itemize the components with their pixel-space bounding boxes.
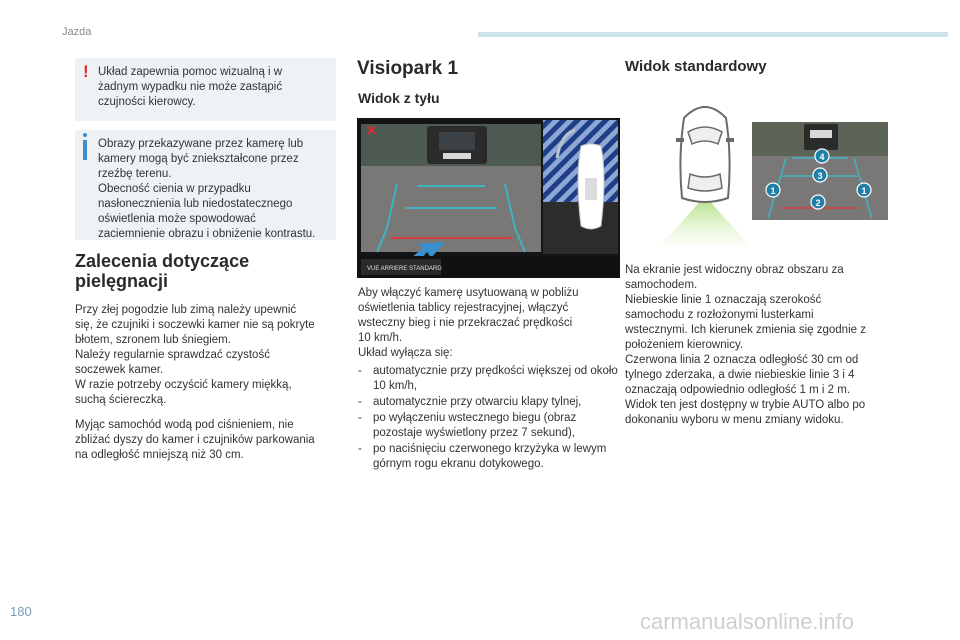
- standard-view-heading: Widok standardowy: [625, 58, 767, 75]
- screen-label: VUE ARRIERE STANDARD: [367, 266, 442, 272]
- svg-text:3: 3: [817, 171, 823, 181]
- marker-3: [813, 168, 827, 182]
- visiopark-heading: Visiopark 1: [357, 58, 459, 79]
- standard-view-text: Na ekranie jest widoczny obraz obszaru za samochodem. Niebieskie linie 1 oznaczają szerokość samochodu z rozłożonymi lusterkami wstecznymi. Ich kierunek zmienia się zgodnie z położeniem kierownicy. Czerwona linia 2 oznacza odległość 30 cm od tylnego zderzaka, a dwie niebieskie linie 3 i 4 oznaczają odpowiednio odległość 1 m i 2 m. Widok ten jest dostępny w trybie AUTO albo po dokonaniu wyboru w menu zmiany widoku.: [625, 264, 866, 426]
- rear-view-intro: Aby włączyć kamerę usytuowaną w pobliżu oświetlenia tablicy rejestracyjnej, włączyć wsteczny bieg i nie przekraczać prędkości 10 km/h. Układ wyłącza się:: [358, 287, 579, 359]
- rear-view-heading: Widok z tyłu: [358, 90, 440, 106]
- page-number: 180: [10, 604, 32, 619]
- deactivation-list: [358, 364, 620, 473]
- list-item: - automatycznie przy prędkości większej od około 10 km/h,: [358, 365, 618, 392]
- list-item: - po wyłączeniu wstecznego biegu (obraz pozostaje wyświetlony przez 7 sekund),: [358, 412, 577, 439]
- info-text: Obrazy przekazywane przez kamerę lub kamery mogą być zniekształcone przez rzeźbę terenu. Obecność cienia w przypadku nasłonecznienia lub niedostatecznego oświetlenia może spowodować zaciemnienie obrazu i obniżenie kontrastu.: [98, 138, 316, 240]
- svg-text:1: 1: [861, 186, 867, 196]
- info-note: [75, 130, 336, 240]
- warning-note: [75, 58, 336, 121]
- header-bar: [478, 32, 948, 37]
- watermark: carmanualsonline.info: [640, 609, 855, 634]
- marker-2: [811, 195, 825, 209]
- svg-text:2: 2: [815, 198, 821, 208]
- svg-text:1: 1: [770, 186, 776, 196]
- rear-camera-screen: [357, 118, 620, 278]
- warning-icon: !: [83, 62, 89, 81]
- close-cross-icon[interactable]: ✕: [366, 123, 377, 138]
- marker-4: [815, 149, 829, 163]
- car-with-camera-illustration: [660, 96, 750, 246]
- info-icon: [83, 140, 87, 160]
- list-item: - po naciśnięciu czerwonego krzyżyka w lewym górnym rogu ekranu dotykowego.: [358, 443, 607, 470]
- list-item: - automatycznie przy otwarciu klapy tylnej,: [358, 396, 582, 408]
- care-paragraph-2: Myjąc samochód wodą pod ciśnieniem, nie zbliżać dyszy do kamer i czujników parkowania na odległość mniejszą niż 30 cm.: [75, 419, 315, 461]
- standard-view-screen: [752, 122, 888, 220]
- care-heading: Zalecenia dotyczące pielęgnacji: [75, 251, 250, 291]
- marker-1-left: [766, 183, 780, 197]
- care-paragraph-1: Przy złej pogodzie lub zimą należy upewnić się, że czujniki i soczewki kamer nie są pokryte błotem, szronem lub śniegiem. Należy regularnie sprawdzać czystość soczewek kamer. W razie potrzeby oczyścić kamery miękką, suchą ściereczką.: [75, 304, 315, 406]
- svg-text:4: 4: [819, 152, 825, 162]
- warning-text: Układ zapewnia pomoc wizualną i w żadnym wypadku nie może zastąpić czujności kierowcy.: [98, 66, 283, 108]
- section-title: Jazda: [62, 26, 92, 38]
- marker-1-right: [857, 183, 871, 197]
